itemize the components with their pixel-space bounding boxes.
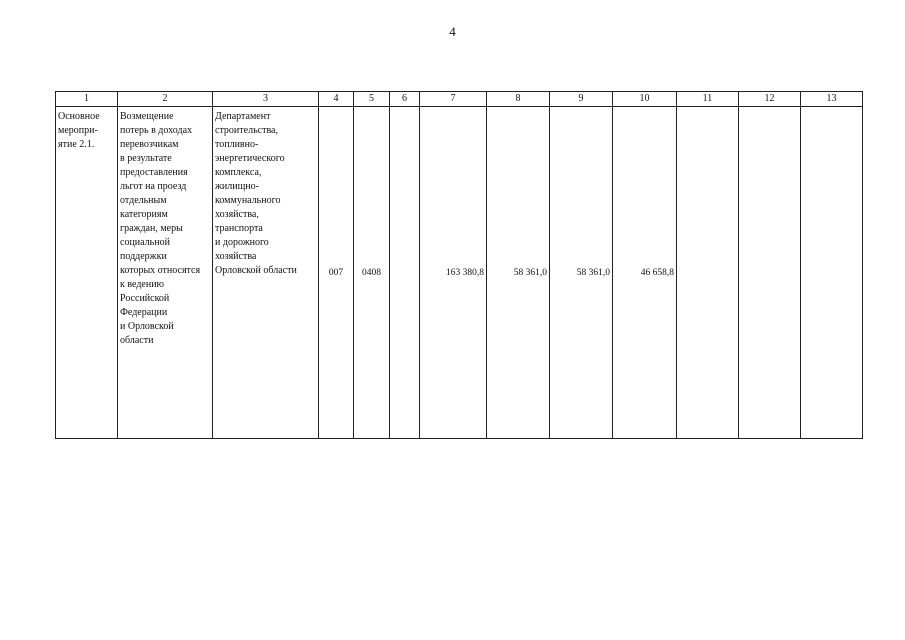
header-cell-3: 3	[213, 92, 319, 107]
header-cell-5: 5	[354, 92, 390, 107]
header-cell-13: 13	[801, 92, 863, 107]
cell-amount-9: 58 361,0	[550, 107, 613, 439]
cell-col-11	[677, 107, 739, 439]
header-cell-2: 2	[118, 92, 213, 107]
cell-col-6	[390, 107, 420, 439]
page-number: 4	[449, 24, 456, 39]
header-cell-6: 6	[390, 92, 420, 107]
header-cell-8: 8	[487, 92, 550, 107]
header-cell-4: 4	[319, 92, 354, 107]
header-cell-11: 11	[677, 92, 739, 107]
header-cell-7: 7	[420, 92, 487, 107]
cell-amount-10: 46 658,8	[613, 107, 677, 439]
table-row	[56, 107, 863, 439]
header-cell-10: 10	[613, 92, 677, 107]
cell-amount-7: 163 380,8	[420, 107, 487, 439]
header-cell-9: 9	[550, 92, 613, 107]
cell-code-4: 007	[319, 107, 354, 439]
header-cell-1: 1	[56, 92, 118, 107]
cell-amount-8: 58 361,0	[487, 107, 550, 439]
cell-code-5: 0408	[354, 107, 390, 439]
cell-department: Департамент строительства, топливно- энергетического комплекса, жилищно- коммунального хозяйства, транспорта и дорожного хозяйства Орловской области	[213, 107, 319, 439]
cell-col-12	[739, 107, 801, 439]
budget-table	[55, 91, 863, 439]
header-row	[56, 92, 863, 107]
header-cell-12: 12	[739, 92, 801, 107]
cell-col-13	[801, 107, 863, 439]
cell-description: Возмещение потерь в доходах перевозчикам в результате предоставления льгот на проезд отдельным категориям граждан, меры социальной поддержки которых относятся к ведению Российской Федерации и Орловской области	[118, 107, 213, 439]
cell-event-name: Основное меропри- ятие 2.1.	[56, 107, 118, 439]
